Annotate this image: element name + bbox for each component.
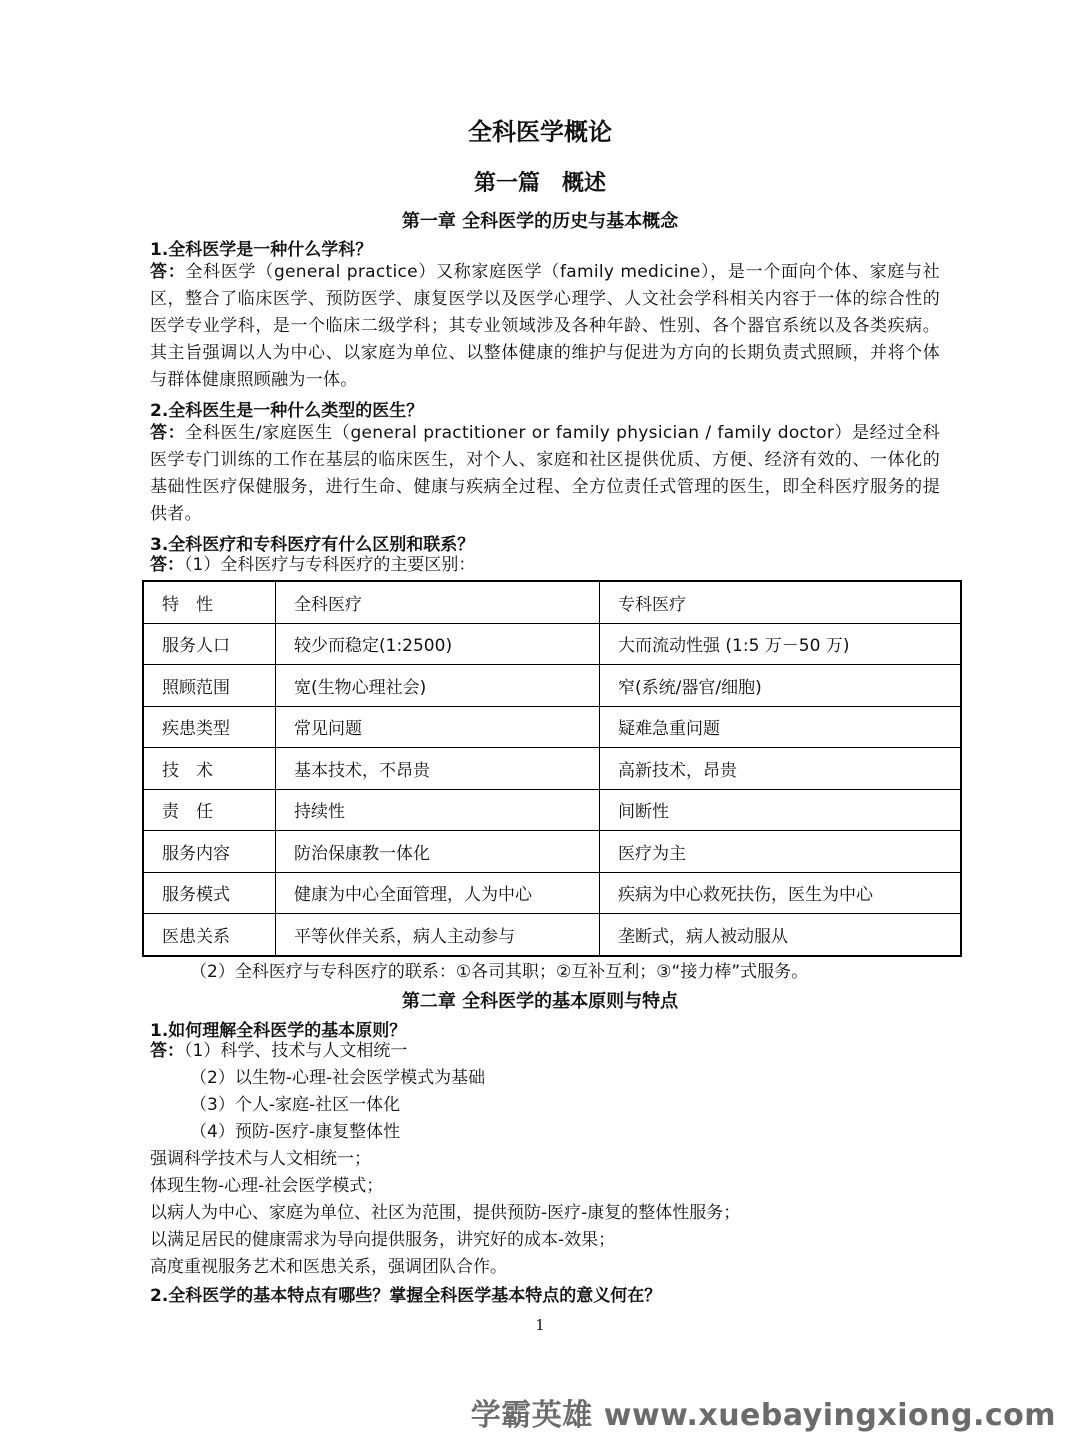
- table-cell: 健康为中心全面管理，人为中心: [276, 872, 600, 914]
- table-cell: 医疗为主: [600, 831, 962, 873]
- note-line: 以满足居民的健康需求为导向提供服务，讲究好的成本-效果；: [150, 1230, 616, 1250]
- table-cell: 平等伙伴关系，病人主动参与: [276, 914, 600, 956]
- answer-label: 答：: [150, 262, 186, 282]
- list-item: （1）科学、技术与人文相统一: [184, 1041, 408, 1061]
- table-cell: 基本技术，不昂贵: [276, 748, 600, 790]
- table-cell: 持续性: [276, 789, 600, 831]
- answer-2-text: 全科医生/家庭医生（general practitioner or family physician / family doctor）是经过全科医学专门训练的工作在基层的临床医生，对个人、家庭和社区提供优质、方便、经济有效的、一体化的基础性医疗保健服务，进行生命、健康与疾病全过程、全方位责任式管理的医生，即全科医疗服务的提供者。: [150, 423, 940, 524]
- table-cell: 责 任: [143, 789, 276, 831]
- table-cell: 服务内容: [143, 831, 276, 873]
- table-cell: 间断性: [600, 789, 962, 831]
- list-item: （3）个人-家庭-社区一体化: [190, 1095, 401, 1115]
- question-1: 1.全科医学是一种什么学科？: [150, 240, 373, 260]
- table-cell: 宽(生物心理社会): [276, 665, 600, 707]
- answer-4-first: [150, 1038, 407, 1065]
- answer-label: 答：: [150, 423, 186, 443]
- list-item: （2）以生物-心理-社会医学模式为基础: [190, 1068, 486, 1088]
- chapter2-title: 第二章 全科医学的基本原则与特点: [401, 991, 679, 1012]
- table-cell: 医患关系: [143, 914, 276, 956]
- table-cell: 服务模式: [143, 872, 276, 914]
- table-cell: 疾病为中心救死扶伤，医生为中心: [600, 872, 962, 914]
- table-row: [143, 789, 961, 831]
- note-line: 高度重视服务艺术和医患关系，强调团队合作。: [150, 1257, 507, 1277]
- answer-2: [150, 420, 940, 528]
- answer-3-relation: （2）全科医疗与专科医疗的联系：①各司其职；②互补互利；③“接力棒”式服务。: [190, 962, 809, 982]
- table-cell: 服务人口: [143, 623, 276, 665]
- question-5: 2.全科医学的基本特点有哪些？掌握全科医学基本特点的意义何在？: [150, 1286, 662, 1306]
- table-cell: 疾患类型: [143, 706, 276, 748]
- table-header-cell: 全科医疗: [276, 581, 600, 623]
- part-title: 第一篇 概述: [473, 171, 606, 196]
- list-item: （4）预防-医疗-康复整体性: [190, 1122, 401, 1142]
- table-cell: 高新技术，昂贵: [600, 748, 962, 790]
- table-header-cell: 特 性: [143, 581, 276, 623]
- table-row: [143, 623, 961, 665]
- table-cell: 较少而稳定(1:2500): [276, 623, 600, 665]
- note-line: 以病人为中心、家庭为单位、社区为范围，提供预防-医疗-康复的整体性服务；: [150, 1203, 741, 1223]
- answer-label: 答：: [150, 1041, 184, 1061]
- table-row: [143, 872, 961, 914]
- table-cell: 窄(系统/器官/细胞): [600, 665, 962, 707]
- answer-label: 答：: [150, 555, 184, 575]
- table-cell: 照顾范围: [143, 665, 276, 707]
- table-cell: 疑难急重问题: [600, 706, 962, 748]
- chapter1-title: 第一章 全科医学的历史与基本概念: [401, 211, 679, 232]
- table-row: [143, 914, 961, 956]
- table-header-cell: 专科医疗: [600, 581, 962, 623]
- table-cell: 技 术: [143, 748, 276, 790]
- answer-3-intro: [150, 552, 475, 579]
- answer-1: [150, 259, 940, 394]
- comparison-table: [142, 580, 962, 957]
- question-4: 1.如何理解全科医学的基本原则？: [150, 1021, 407, 1041]
- table-cell: 垄断式，病人被动服从: [600, 914, 962, 956]
- watermark: 学霸英雄 www.xuebayingxiong.com: [470, 1398, 1056, 1433]
- table-row: [143, 748, 961, 790]
- table-header-row: [143, 581, 961, 623]
- page-number: 1: [535, 1316, 545, 1334]
- table-cell: 大而流动性强 (1:5 万－50 万): [600, 623, 962, 665]
- table-row: [143, 831, 961, 873]
- table-row: [143, 665, 961, 707]
- table-cell: 防治保康教一体化: [276, 831, 600, 873]
- question-3: 3.全科医疗和专科医疗有什么区别和联系？: [150, 535, 475, 555]
- answer-1-text: 全科医学（general practice）又称家庭医学（family medicine），是一个面向个体、家庭与社区，整合了临床医学、预防医学、康复医学以及医学心理学、人文社会学科相关内容于一体的综合性的医学专业学科，是一个临床二级学科；其专业领域涉及各种年龄、性别、各个器官系统以及各类疾病。其主旨强调以人为中心、以家庭为单位、以整体健康的维护与促进为方向的长期负责式照顾，并将个体与群体健康照顾融为一体。: [150, 262, 940, 390]
- table-cell: 常见问题: [276, 706, 600, 748]
- question-2: 2.全科医生是一种什么类型的医生？: [150, 401, 424, 421]
- note-line: 强调科学技术与人文相统一；: [150, 1149, 371, 1169]
- table-row: [143, 706, 961, 748]
- doc-title: 全科医学概论: [468, 118, 612, 146]
- note-line: 体现生物-心理-社会医学模式；: [150, 1176, 384, 1196]
- answer-3-intro-text: （1）全科医疗与专科医疗的主要区别：: [184, 555, 476, 575]
